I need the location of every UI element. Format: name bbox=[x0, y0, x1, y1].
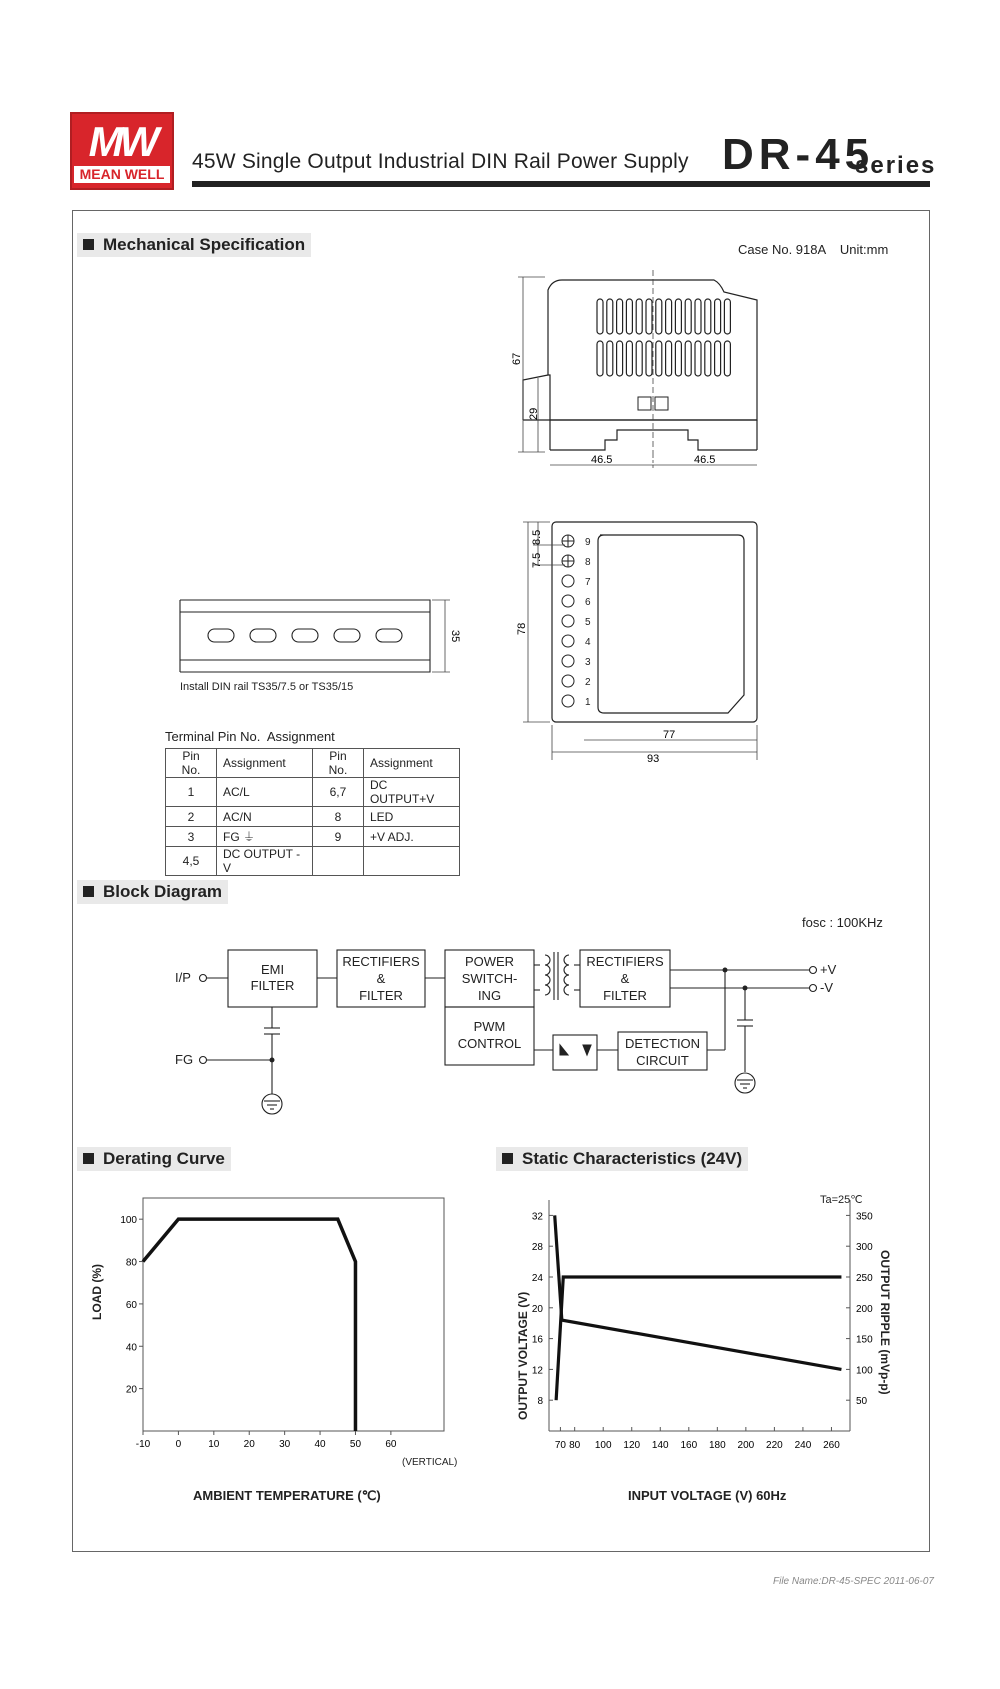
dim-inner-width: 77 bbox=[663, 729, 676, 741]
table-cell: AC/L bbox=[217, 778, 313, 807]
pin-number: 2 bbox=[585, 677, 591, 688]
dim-width: 93 bbox=[647, 753, 660, 765]
file-name-footer: File Name:DR-45-SPEC 2011-06-07 bbox=[773, 1576, 934, 1587]
block-line: SWITCH- bbox=[461, 971, 518, 986]
x-tick-label: 40 bbox=[314, 1439, 326, 1450]
derating-ylabel: LOAD (%) bbox=[90, 1264, 104, 1320]
y2-tick-label: 350 bbox=[856, 1211, 873, 1223]
static-ylabel-left: OUTPUT VOLTAGE (V) bbox=[516, 1291, 530, 1420]
model-name: DR-45 bbox=[722, 130, 875, 179]
dim-pitch2: 7.5 bbox=[531, 552, 543, 568]
y2-tick-label: 150 bbox=[856, 1334, 873, 1346]
block-line: POWER bbox=[464, 954, 515, 969]
logo-mark: MW bbox=[88, 118, 156, 165]
pin-number: 9 bbox=[585, 537, 591, 548]
y-tick-label: 20 bbox=[531, 1303, 543, 1315]
series-label: series bbox=[855, 152, 937, 179]
block-line: FILTER bbox=[250, 978, 295, 993]
table-cell: Pin No. bbox=[166, 749, 217, 778]
output-voltage-line bbox=[556, 1277, 841, 1400]
dim-rail: 35 bbox=[449, 630, 461, 643]
section-title: Derating Curve bbox=[103, 1149, 225, 1168]
y-tick-label: 16 bbox=[531, 1334, 543, 1346]
x-tick-label: 70 bbox=[554, 1440, 566, 1451]
y-tick-label: 24 bbox=[531, 1273, 543, 1284]
y-tick-label: 20 bbox=[125, 1384, 137, 1396]
y-tick-label: 8 bbox=[537, 1396, 543, 1408]
vplus-label: +V bbox=[820, 962, 837, 977]
block-line: DETECTION bbox=[624, 1036, 701, 1051]
block-line: CIRCUIT bbox=[636, 1053, 689, 1068]
y-tick-label: 32 bbox=[531, 1211, 543, 1223]
table-cell: 1 bbox=[166, 778, 217, 807]
x-tick-label: 160 bbox=[680, 1440, 698, 1451]
static-ta-label: Ta=25℃ bbox=[820, 1194, 863, 1206]
x-tick-label: 180 bbox=[708, 1440, 726, 1451]
case-info: Case No. 918A Unit:mm bbox=[738, 242, 889, 257]
table-cell: 8 bbox=[312, 807, 363, 827]
y-tick-label: 28 bbox=[531, 1242, 543, 1254]
block-line: FILTER bbox=[603, 988, 647, 1003]
static-xlabel: INPUT VOLTAGE (V) 60Hz bbox=[628, 1488, 787, 1503]
x-tick-label: 80 bbox=[569, 1440, 581, 1451]
y-tick-label: 40 bbox=[125, 1342, 137, 1354]
pin-number: 4 bbox=[585, 637, 591, 648]
x-tick-label: 200 bbox=[737, 1440, 755, 1451]
block-line: RECTIFIERS bbox=[342, 954, 420, 969]
pin-number: 6 bbox=[585, 597, 591, 608]
fg-label: FG bbox=[175, 1052, 194, 1067]
logo-text: MEAN WELL bbox=[74, 166, 170, 183]
y2-tick-label: 200 bbox=[856, 1303, 873, 1315]
table-cell: Assignment bbox=[363, 749, 459, 778]
table-cell: 4,5 bbox=[166, 847, 217, 876]
dim-pitch1: 8.5 bbox=[531, 529, 543, 545]
pin-table-title: Terminal Pin No. Assignment bbox=[165, 729, 335, 744]
x-tick-label: 50 bbox=[349, 1439, 362, 1450]
x-tick-label: 10 bbox=[208, 1439, 220, 1450]
block-line: PWM bbox=[473, 1019, 506, 1034]
table-cell: +V ADJ. bbox=[363, 827, 459, 847]
table-cell: AC/N bbox=[217, 807, 313, 827]
pin-number: 3 bbox=[585, 657, 591, 668]
pin-number: 1 bbox=[585, 697, 591, 708]
y-tick-label: 60 bbox=[125, 1299, 137, 1311]
block-line: CONTROL bbox=[457, 1036, 522, 1051]
x-tick-label: 100 bbox=[594, 1440, 612, 1451]
derating-x-extra: (VERTICAL) bbox=[402, 1457, 458, 1468]
block-line: & bbox=[376, 971, 386, 986]
dim-half-right: 46.5 bbox=[694, 454, 716, 466]
block-line: FILTER bbox=[359, 988, 403, 1003]
y-tick-label: 12 bbox=[531, 1365, 543, 1377]
x-tick-label: 220 bbox=[766, 1440, 783, 1451]
table-cell: LED bbox=[363, 807, 459, 827]
x-tick-label: 260 bbox=[823, 1440, 840, 1451]
vminus-label: -V bbox=[820, 980, 833, 995]
block-line: ING bbox=[477, 988, 502, 1003]
x-tick-label: 0 bbox=[175, 1439, 182, 1450]
section-title: Block Diagram bbox=[103, 882, 223, 901]
block-line: & bbox=[620, 971, 630, 986]
y2-tick-label: 100 bbox=[856, 1365, 873, 1377]
table-cell: DC OUTPUT -V bbox=[217, 847, 313, 876]
dim-height: 67 bbox=[511, 352, 523, 365]
dim-lower: 29 bbox=[528, 407, 540, 420]
section-title: Static Characteristics (24V) bbox=[522, 1149, 743, 1168]
y2-tick-label: 50 bbox=[856, 1396, 868, 1408]
table-cell: 2 bbox=[166, 807, 217, 827]
x-tick-label: 140 bbox=[651, 1440, 669, 1451]
derating-xlabel: AMBIENT TEMPERATURE (℃) bbox=[193, 1488, 381, 1503]
rail-note: Install DIN rail TS35/7.5 or TS35/15 bbox=[180, 681, 354, 693]
document-subtitle: 45W Single Output Industrial DIN Rail Power Supply bbox=[192, 150, 689, 173]
x-tick-label: 120 bbox=[623, 1440, 641, 1451]
y-tick-label: 80 bbox=[125, 1257, 137, 1269]
y2-tick-label: 300 bbox=[856, 1242, 873, 1254]
ip-label: I/P bbox=[175, 970, 191, 985]
x-tick-label: -10 bbox=[135, 1439, 151, 1450]
table-cell: DC OUTPUT+V bbox=[363, 778, 459, 807]
x-tick-label: 20 bbox=[243, 1439, 255, 1450]
table-cell: Assignment bbox=[217, 749, 313, 778]
table-cell: FG ⏚ bbox=[217, 827, 313, 847]
dim-depth: 78 bbox=[516, 622, 528, 635]
block-line: EMI bbox=[260, 962, 285, 977]
dim-half-left: 46.5 bbox=[591, 454, 613, 466]
x-tick-label: 30 bbox=[279, 1439, 291, 1450]
fosc-label: fosc : 100KHz bbox=[802, 915, 883, 930]
table-cell: 3 bbox=[166, 827, 217, 847]
y-tick-label: 100 bbox=[120, 1215, 137, 1227]
pin-number: 5 bbox=[585, 617, 591, 628]
x-tick-label: 60 bbox=[385, 1439, 397, 1450]
section-title: Mechanical Specification bbox=[103, 235, 306, 254]
x-tick-label: 240 bbox=[794, 1440, 812, 1451]
table-cell: 6,7 bbox=[312, 778, 363, 807]
pin-number: 8 bbox=[585, 557, 591, 568]
static-ylabel-right: OUTPUT RIPPLE (mVp-p) bbox=[878, 1250, 892, 1395]
table-cell: 9 bbox=[312, 827, 363, 847]
y2-tick-label: 250 bbox=[856, 1273, 873, 1284]
pin-number: 7 bbox=[585, 577, 591, 588]
table-cell: Pin No. bbox=[312, 749, 363, 778]
block-line: RECTIFIERS bbox=[586, 954, 664, 969]
output-ripple-line bbox=[555, 1215, 842, 1369]
